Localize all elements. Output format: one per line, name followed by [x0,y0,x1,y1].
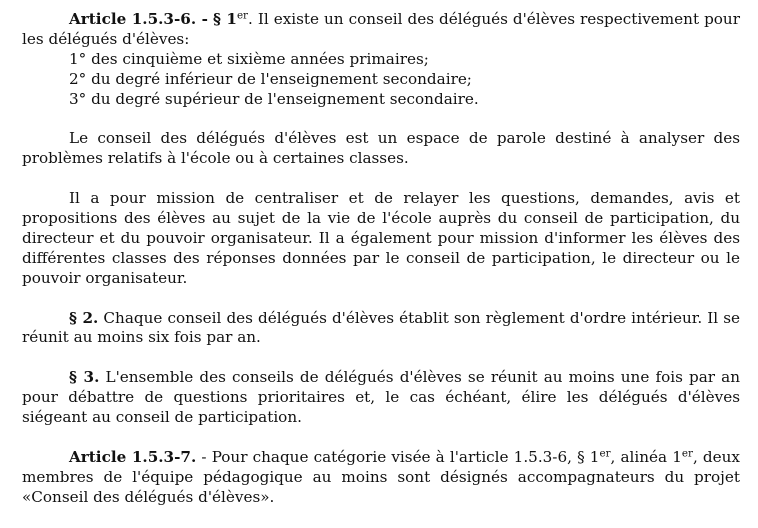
article-heading: Article 1.5.3-6. - [69,10,208,28]
paragraph-section-3 [22,368,740,428]
paragraph-text: Chaque conseil des délégués d'élèves établit son règlement d'ordre intérieur. Il se réunit au moins six fois par an. [22,308,740,347]
paragraph-conseil-espace: Le conseil des délégués d'élèves est un espace de parole destiné à analyser des problèmes relatifs à l'école ou à certaines classes. [22,129,740,168]
article-text: , alinéa 1 [610,447,682,466]
paragraph-gap [22,110,740,130]
article-text: - Pour chaque catégorie visée à l'article 1.5.3-6, § 1 [201,447,600,466]
superscript: er [681,447,693,460]
paragraph-label: § 3. [69,368,100,387]
list-item: 3° du degré supérieur de l'enseignement secondaire. [69,89,479,108]
article-text: , deux membres de l'équipe pédagogique au moins sont désignés accompagnateurs du projet «Conseil des délégués d'élèves». [22,447,740,506]
paragraph-gap [22,289,740,309]
paragraph-gap [22,348,740,368]
superscript: er [599,447,611,460]
article-1-5-3-6-intro [22,10,740,50]
paragraph-gap [22,169,740,189]
paragraph-mission: Il a pour mission de centraliser et de relayer les questions, demandes, avis et propositions des élèves au sujet de la vie de l'école auprès du conseil de participation, du directeur et du pouvoir organisateur. Il a également pour mission d'informer les élèves des différentes classes des réponses données par le conseil de participation, le directeur ou le pouvoir organisateur. [22,189,740,287]
paragraph-gap [22,428,740,448]
superscript: er [236,9,248,22]
list-item: 1° des cinquième et sixième années primaires; [69,49,429,68]
paragraph-text: L'ensemble des conseils de délégués d'élèves se réunit au moins une fois par an pour débattre de questions prioritaires et, le cas échéant, élire les délégués d'élèves siégeant au conseil de participation. [22,368,740,427]
paragraph-label: § 1 [212,10,237,28]
document-body [22,10,740,508]
list-item: 2° du degré inférieur de l'enseignement secondaire; [69,69,472,88]
paragraph-section-2 [22,309,740,349]
article-heading: Article 1.5.3-7. [69,447,197,466]
intro-text: . Il existe un conseil des délégués d'élèves respectivement pour les délégués d'élèves: [22,10,740,48]
paragraph-label: § 2. [69,308,99,327]
article-1-5-3-7 [22,448,740,508]
